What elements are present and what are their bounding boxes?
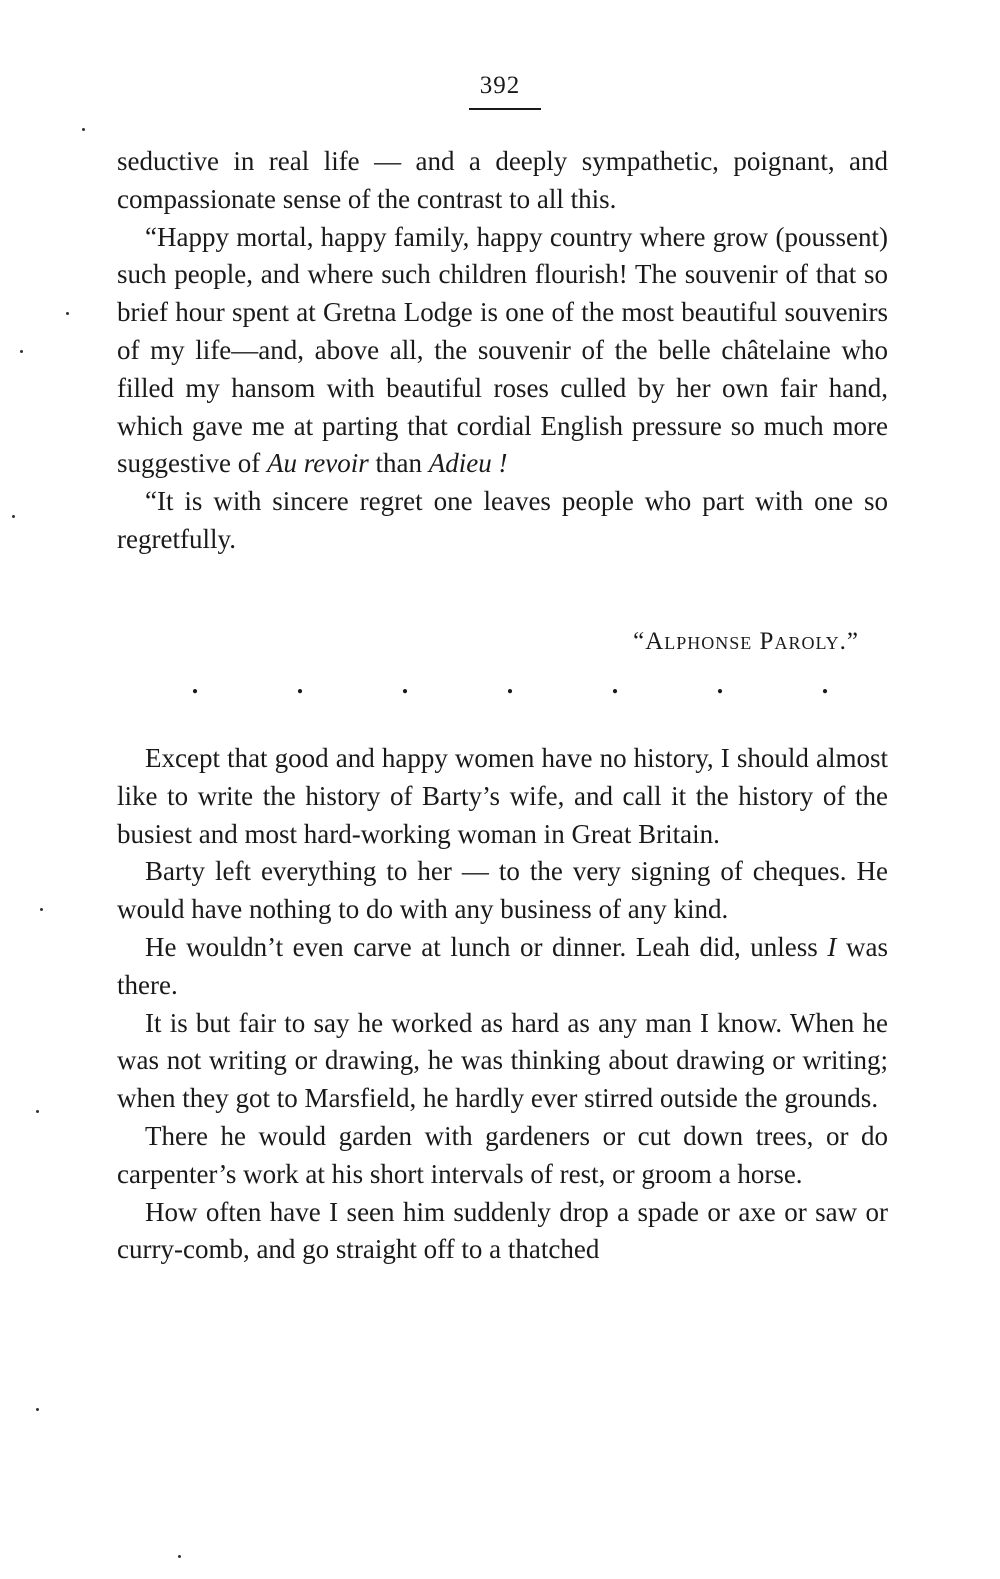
page-number: 392	[479, 72, 521, 99]
separator-dot: .	[191, 670, 199, 699]
separator-dot: .	[296, 670, 304, 699]
separator-dot: .	[821, 670, 829, 699]
letter-italic-adieu: Adieu !	[428, 448, 508, 479]
scan-speck	[40, 908, 43, 911]
body-paragraph-3-a: He wouldn’t even carve at lunch or dinner. Leah did, unless	[145, 931, 828, 962]
separator-dot: .	[401, 670, 409, 699]
scan-speck	[66, 312, 69, 315]
body-paragraph-3-b: was there.	[117, 931, 888, 1000]
scan-speck	[178, 1555, 181, 1558]
letter-italic-au-revoir: Au revoir	[266, 448, 369, 479]
body-paragraph-2: Barty left everything to her — to the very signing of cheques. He would have nothing to do with any business of any kind.	[117, 856, 888, 925]
scan-speck	[20, 350, 23, 353]
letter-paragraph-3: “It is with sincere regret one leaves people who part with one so regretfully.	[117, 486, 888, 554]
letter-paragraph-1: seductive in real life — and a deeply sympathetic, poignant, and compassionate sense of the contrast to all this.	[117, 146, 888, 214]
body-paragraph-3-italic: I	[827, 931, 837, 962]
body-paragraph-5: There he would garden with gardeners or cut down trees, or do carpenter’s work at his short intervals of rest, or groom a horse.	[117, 1120, 888, 1189]
page-number-rule	[469, 108, 541, 110]
scan-speck	[36, 1408, 39, 1411]
letter-signature: “Alphonse Paroly.”	[633, 628, 859, 655]
separator-dot: .	[506, 670, 514, 699]
section-separator	[190, 670, 830, 700]
separator-dot: .	[716, 670, 724, 699]
body-paragraph-6: How often have I seen him suddenly drop a spade or axe or saw or curry-comb, and go straight off to a thatched	[117, 1196, 888, 1265]
separator-dot: .	[611, 670, 619, 699]
body-text	[117, 740, 888, 1269]
letter-paragraph-2-text: “Happy mortal, happy family, happy country where grow (poussent) such people, and where such children flourish! The souvenir of that so brief hour spent at Gretna Lodge is one of the most beautiful souvenirs of my life—and, above all, the souvenir of the belle châtelaine who filled my hansom with beautiful roses culled by her own fair hand, which gave me at parting that cordial English pressure so much more suggestive of	[117, 221, 888, 479]
letter-text	[117, 143, 888, 559]
body-paragraph-3	[117, 929, 888, 1005]
body-paragraph-4: It is but fair to say he worked as hard as any man I know. When he was not writing or drawing, he was thinking about drawing or writing; when they got to Marsfield, he hardly ever stirred outside the grounds.	[117, 1007, 888, 1114]
letter-joiner: than	[368, 448, 429, 479]
scan-speck	[82, 128, 85, 131]
scan-speck	[36, 1110, 39, 1113]
scan-speck	[12, 515, 15, 518]
letter-paragraph-2	[117, 219, 888, 484]
body-paragraph-1: Except that good and happy women have no history, I should almost like to write the history of Barty’s wife, and call it the history of the busiest and most hard-working woman in Great Britain.	[117, 743, 888, 849]
